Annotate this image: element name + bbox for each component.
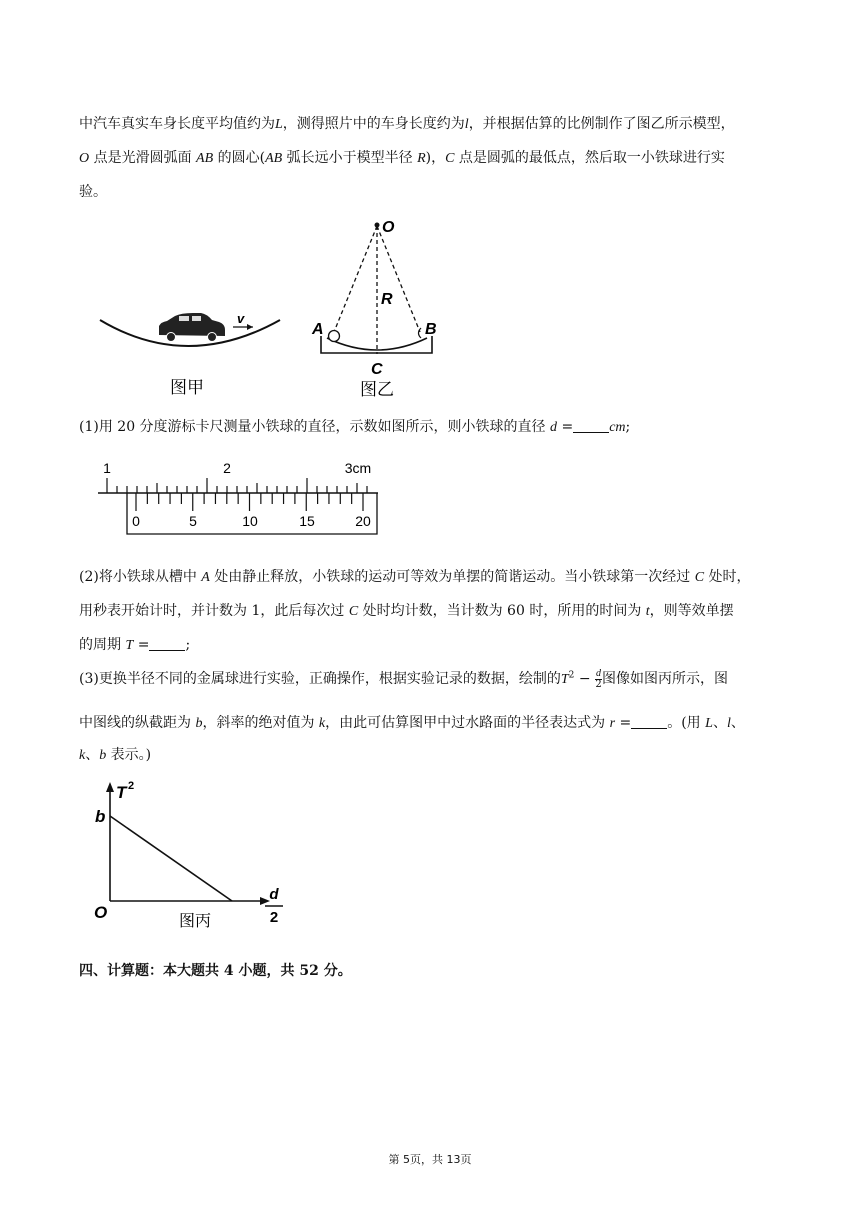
question-1: (1)用 20 分度游标卡尺测量小铁球的直径，示数如图所示，则小铁球的直径 d = cm; — [79, 419, 631, 435]
data-line — [110, 816, 232, 901]
question-2-line-2: 用秒表开始计时，并计数为 1，此后每次过 C 处时均计数，当计数为 60 时，所用的时间为 t，则等效单摆 — [79, 603, 734, 619]
x-label-num: d — [269, 886, 279, 903]
origin-label: O — [94, 903, 108, 922]
figure-yi — [311, 219, 437, 399]
figure-jia — [100, 311, 280, 397]
y-label: T — [116, 783, 127, 802]
label-O: O — [382, 219, 395, 236]
fraction-d-over-2: $\frac{d}{2}$ — [595, 667, 602, 690]
caption-jia: 图甲 — [170, 378, 204, 397]
x-label-den: 2 — [269, 909, 279, 926]
intro-line-2: O 点是光滑圆弧面 AB 的圆心(AB 弧长远小于模型半径 R)，C 点是圆弧的最低点，然后取一小铁球进行实 — [79, 150, 725, 166]
answer-blank-T[interactable] — [149, 636, 185, 651]
question-2-line-3: 的周期 T = ; — [79, 637, 191, 653]
caption-yi: 图乙 — [360, 380, 394, 399]
y-axis-arrow — [106, 782, 114, 792]
answer-blank-d[interactable] — [573, 418, 609, 433]
vernier-label-20: 20 — [355, 513, 371, 529]
label-R: R — [381, 291, 393, 308]
label-C: C — [371, 361, 383, 378]
main-scale — [98, 478, 378, 493]
figure-bing-graph — [92, 776, 292, 936]
vernier-label-10: 10 — [242, 513, 258, 529]
y-label-sup: 2 — [128, 780, 135, 792]
vernier-label-5: 5 — [189, 513, 197, 529]
label-A: A — [312, 321, 324, 338]
label-B: B — [425, 321, 437, 338]
velocity-label: v — [237, 311, 245, 326]
section-4-heading: 四、计算题：本大题共 4 小题，共 52 分。 — [79, 963, 352, 979]
intro-line-1: 中汽车真实车身长度平均值约为L，测得照片中的车身长度约为l，并根据估算的比例制作了图乙所示模型， — [79, 116, 735, 132]
question-3-line-3: k、b 表示。) — [79, 747, 152, 763]
intercept-b-label: b — [95, 807, 106, 826]
main-label-1: 1 — [103, 460, 111, 476]
question-3-line-1: (3)更换半径不同的金属球进行实验，正确操作，根据实验记录的数据，绘制的$T^2$ − $\frac{d}{2}$ 图像如图丙所示，图 — [79, 667, 729, 690]
main-label-3cm: 3cm — [344, 460, 372, 476]
ball — [329, 331, 340, 342]
car-icon — [159, 313, 225, 342]
vernier-caliper — [98, 456, 388, 538]
figure-jia-yi — [95, 212, 455, 402]
caption-bing: 图丙 — [178, 913, 212, 930]
vernier-label-15: 15 — [299, 513, 315, 529]
main-label-2: 2 — [223, 460, 231, 476]
question-2-line-1: (2)将小铁球从槽中 A 处由静止释放，小铁球的运动可等效为单摆的简谐运动。当小铁球第一次经过 C 处时， — [79, 569, 751, 585]
question-3-line-2: 中图线的纵截距为 b，斜率的绝对值为 k，由此可估算图甲中过水路面的半径表达式为 r = 。(用 L、l、 — [79, 715, 745, 731]
answer-blank-r[interactable] — [631, 714, 667, 729]
vernier-label-0: 0 — [132, 513, 140, 529]
intro-line-3: 验。 — [79, 184, 107, 200]
page-footer: 第 5页，共 13页 — [388, 1153, 472, 1166]
